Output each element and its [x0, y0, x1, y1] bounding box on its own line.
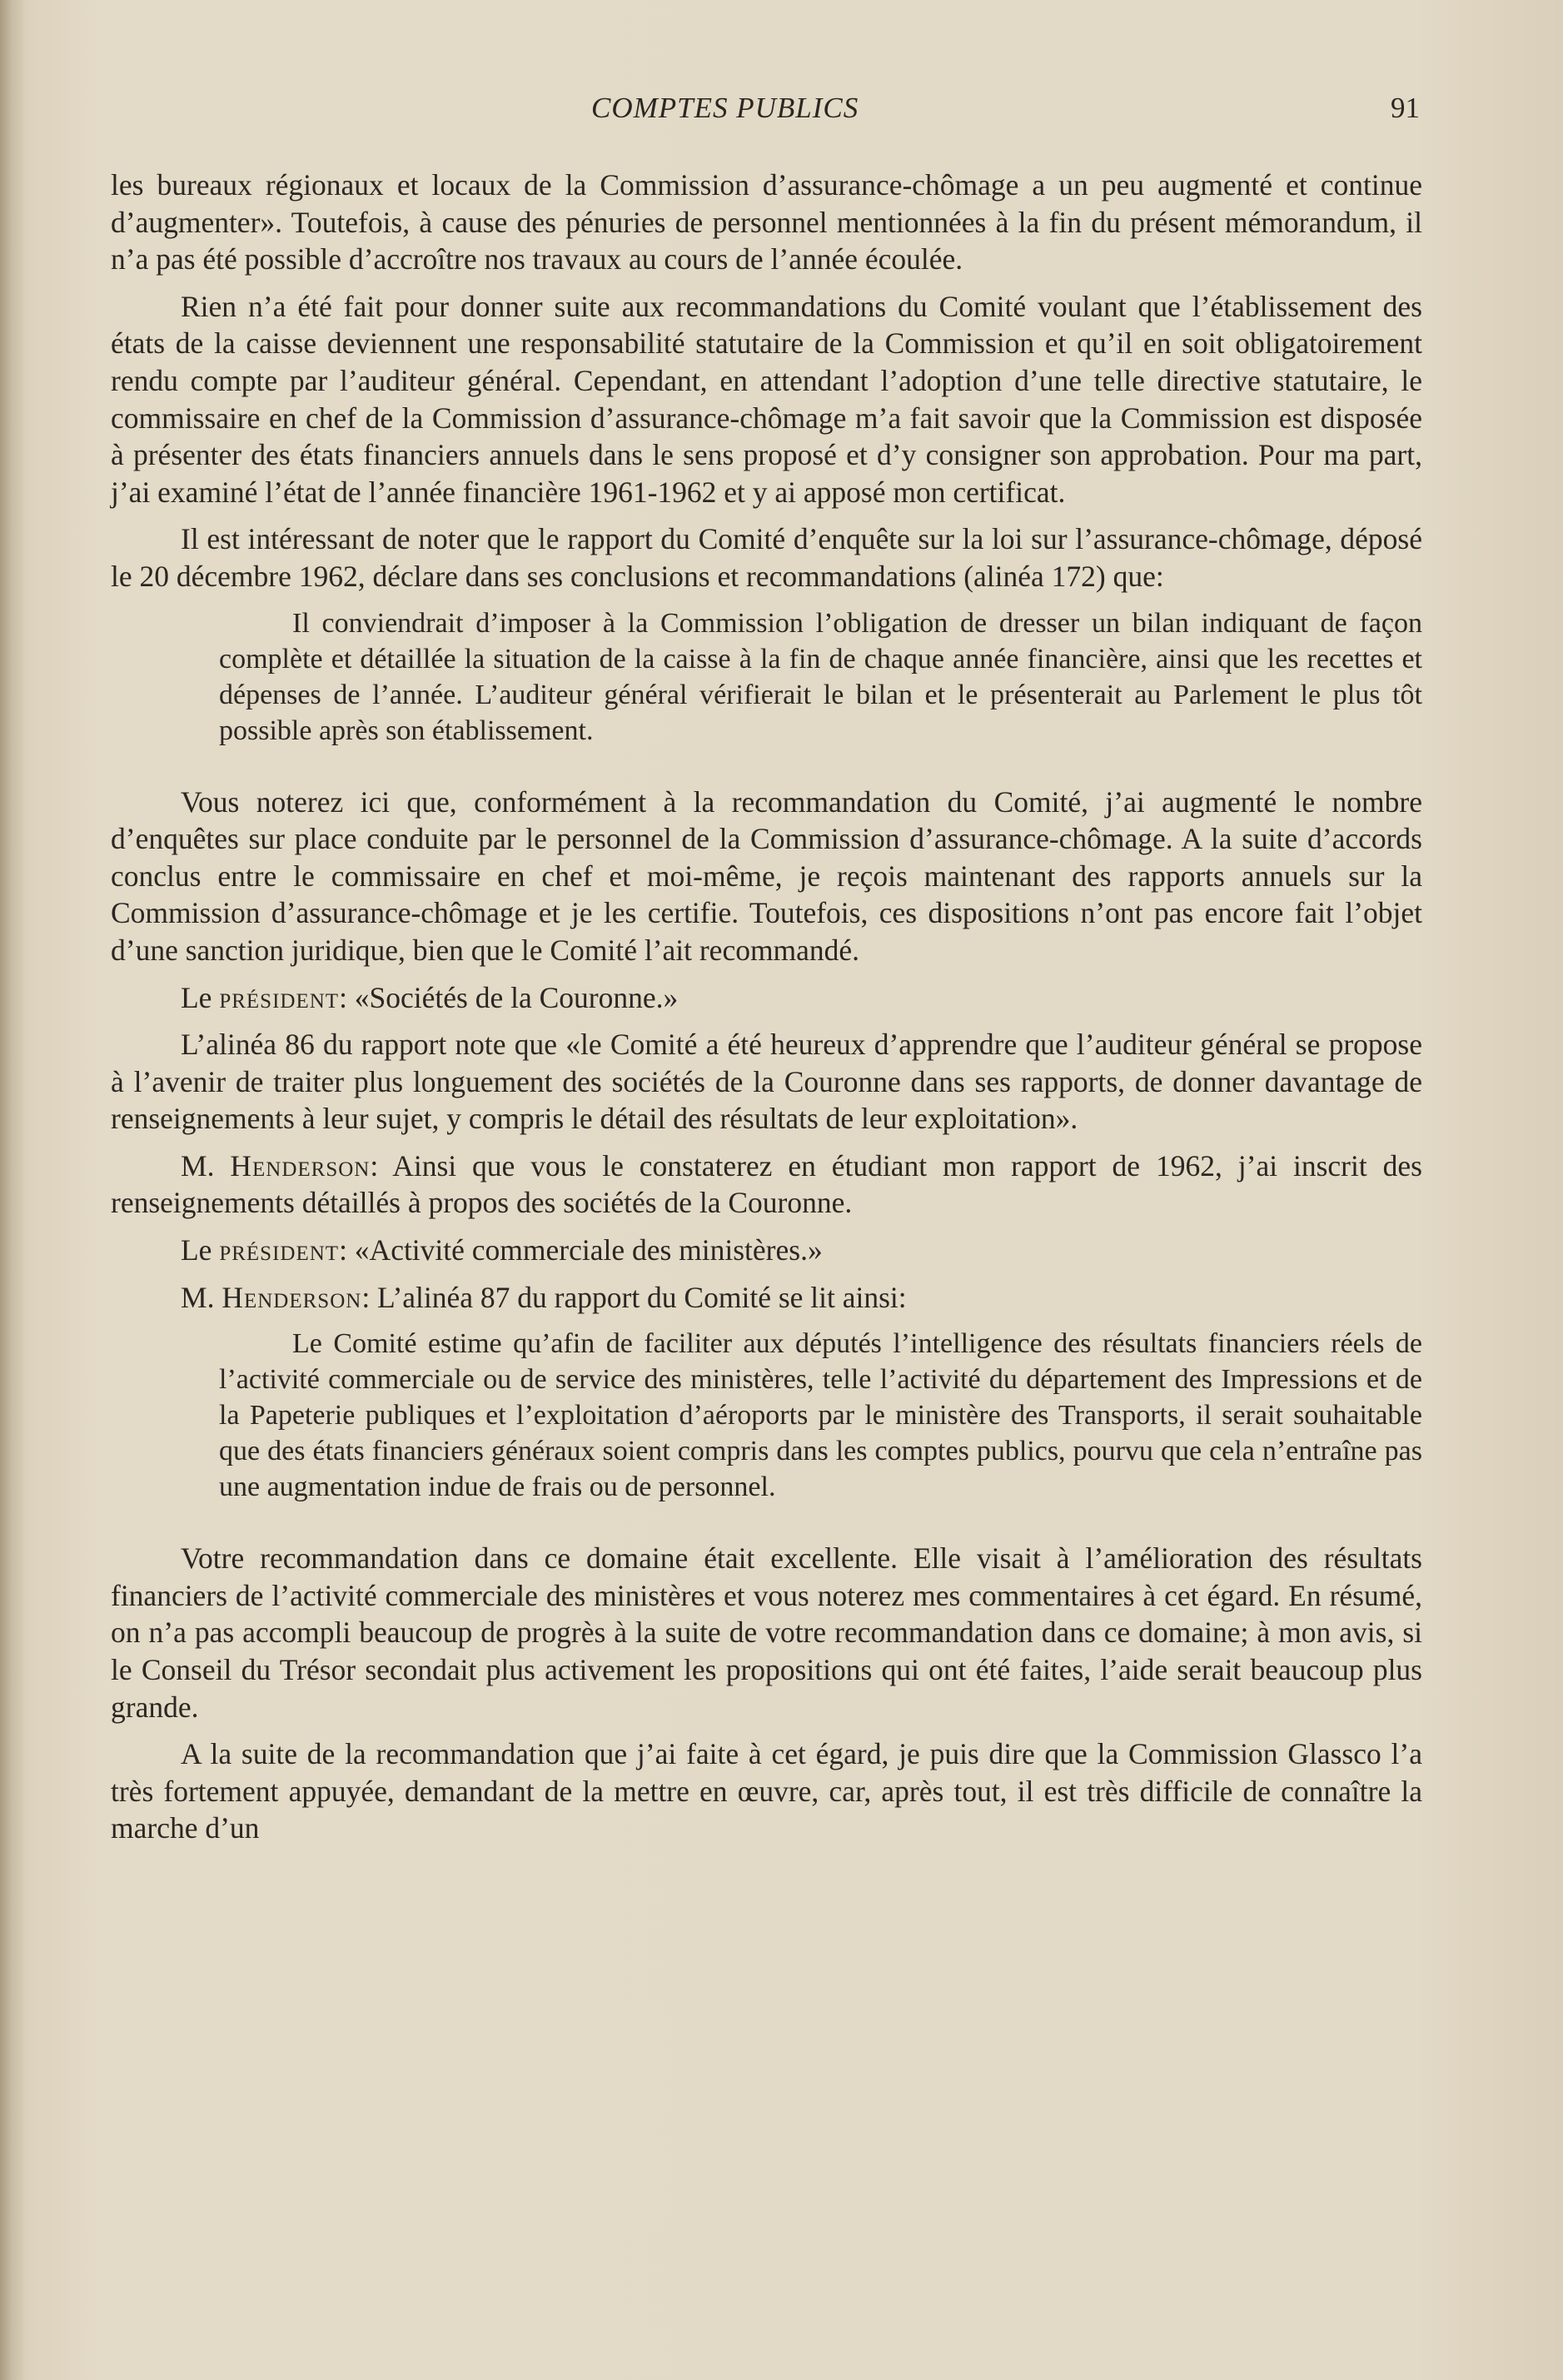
- paragraph: Il est intéressant de noter que le rapport du Comité d’enquête sur la loi sur l’assurance-chômage, déposé le 20 décembre 1962, déclare dans ses conclusions et recommandations (alinéa 172) que:: [111, 522, 1422, 593]
- speaker-prefix: M.: [181, 1148, 231, 1183]
- speaker-prefix: Le: [181, 1233, 220, 1267]
- body-text: [111, 167, 1422, 1857]
- paragraph: A la suite de la recommandation que j’ai faite à cet égard, je puis dire que la Commission Glassco l’a très fortement appuyée, demandant de la mettre en œuvre, car, après tout, il est très difficile de connaître la marche d’un: [111, 1737, 1422, 1845]
- speaker-line: [111, 1232, 1422, 1269]
- speaker-line: [111, 979, 1422, 1017]
- speaker-text: : «Sociétés de la Couronne.»: [339, 980, 679, 1014]
- paragraph: Vous noterez ici que, conformément à la recommandation du Comité, j’ai augmenté le nombre d’enquêtes sur place conduite par le personnel de la Commission d’assurance-chômage. A la suite d’accords conclus entre le commissaire en chef et moi-même, je reçois maintenant des rapports annuels sur la Commission d’assurance-chômage et je les certifie. Toutefois, ces dispositions n’ont pas encore fait l’objet d’une sanction juridique, bien que le Comité l’ait recommandé.: [111, 784, 1422, 967]
- speaker-line: [111, 1279, 1422, 1317]
- speaker-text: : «Activité commerciale des ministères.»: [339, 1233, 823, 1267]
- page-header: [108, 92, 1420, 133]
- speaker-role: président: [219, 980, 340, 1014]
- book-spine-shadow: [0, 0, 23, 2380]
- speaker-prefix: Le: [181, 980, 220, 1014]
- speaker-text: : Ainsi que vous le constaterez en étudiant mon rapport de 1962, j’ai inscrit des renseignements détaillés à propos des sociétés de la Couronne.: [111, 1148, 1422, 1220]
- speaker-prefix: M.: [181, 1280, 222, 1314]
- paragraph: Rien n’a été fait pour donner suite aux recommandations du Comité voulant que l’établissement des états de la caisse deviennent une responsabilité statutaire de la Commission et qu’il en soit obligatoirement rendu compte par l’auditeur général. Cependant, en attendant l’adoption d’une telle directive statutaire, le commissaire en chef de la Commission d’assurance-chômage m’a fait savoir que la Commission est disposée à présenter des états financiers annuels dans le sens proposé et d’y consigner son approbation. Pour ma part, j’ai examiné l’état de l’année financière 1961-1962 et y ai apposé mon certificat.: [111, 289, 1422, 509]
- paragraph: les bureaux régionaux et locaux de la Commission d’assurance-chômage a un peu augmenté et continue d’augmenter». Toutefois, à cause des pénuries de personnel mentionnées à la fin du présent mémorandum, il n’a pas été possible d’accroître nos travaux au cours de l’année écoulée.: [111, 168, 1422, 276]
- running-title: COMPTES PUBLICS: [591, 92, 859, 124]
- paragraph: L’alinéa 86 du rapport note que «le Comité a été heureux d’apprendre que l’auditeur général se propose à l’avenir de traiter plus longuement des sociétés de la Couronne dans ses rapports, de donner davantage de renseignements à leur sujet, y compris le détail des résultats de leur exploitation».: [111, 1028, 1422, 1136]
- speaker-name: Henderson: [222, 1280, 362, 1314]
- quote-text: Le Comité estime qu’afin de faciliter aux députés l’intelligence des résultats financiers réels de l’activité commerciale ou de service des ministères, telle l’activité du département des Impressions et de la Papeterie publiques et l’exploitation d’aéroports par le ministère des Transports, il serait souhaitable que des états financiers généraux soient compris dans les comptes publics, pourvu que cela n’entraîne pas une augmentation indue de frais ou de personnel.: [219, 1328, 1422, 1503]
- speaker-line: [111, 1148, 1422, 1222]
- page-number: 91: [1391, 92, 1420, 124]
- block-quote: [111, 1326, 1422, 1505]
- block-quote: [111, 605, 1422, 749]
- speaker-role: président: [219, 1233, 340, 1267]
- paragraph: Votre recommandation dans ce domaine était excellente. Elle visait à l’amélioration des résultats financiers de l’activité commerciale des ministères et vous noterez mes commentaires à cet égard. En résumé, on n’a pas accompli beaucoup de progrès à la suite de votre recommandation dans ce domaine; à mon avis, si le Conseil du Trésor secondait plus activement les propositions qui ont été faites, l’aide serait beaucoup plus grande.: [111, 1541, 1422, 1724]
- speaker-name: Henderson: [230, 1148, 371, 1183]
- speaker-text: : L’alinéa 87 du rapport du Comité se lit ainsi:: [361, 1280, 907, 1314]
- quote-text: Il conviendrait d’imposer à la Commission l’obligation de dresser un bilan indiquant de façon complète et détaillée la situation de la caisse à la fin de chaque année financière, ainsi que les recettes et dépenses de l’année. L’auditeur général vérifierait le bilan et le présenterait au Parlement le plus tôt possible après son établissement.: [219, 607, 1422, 746]
